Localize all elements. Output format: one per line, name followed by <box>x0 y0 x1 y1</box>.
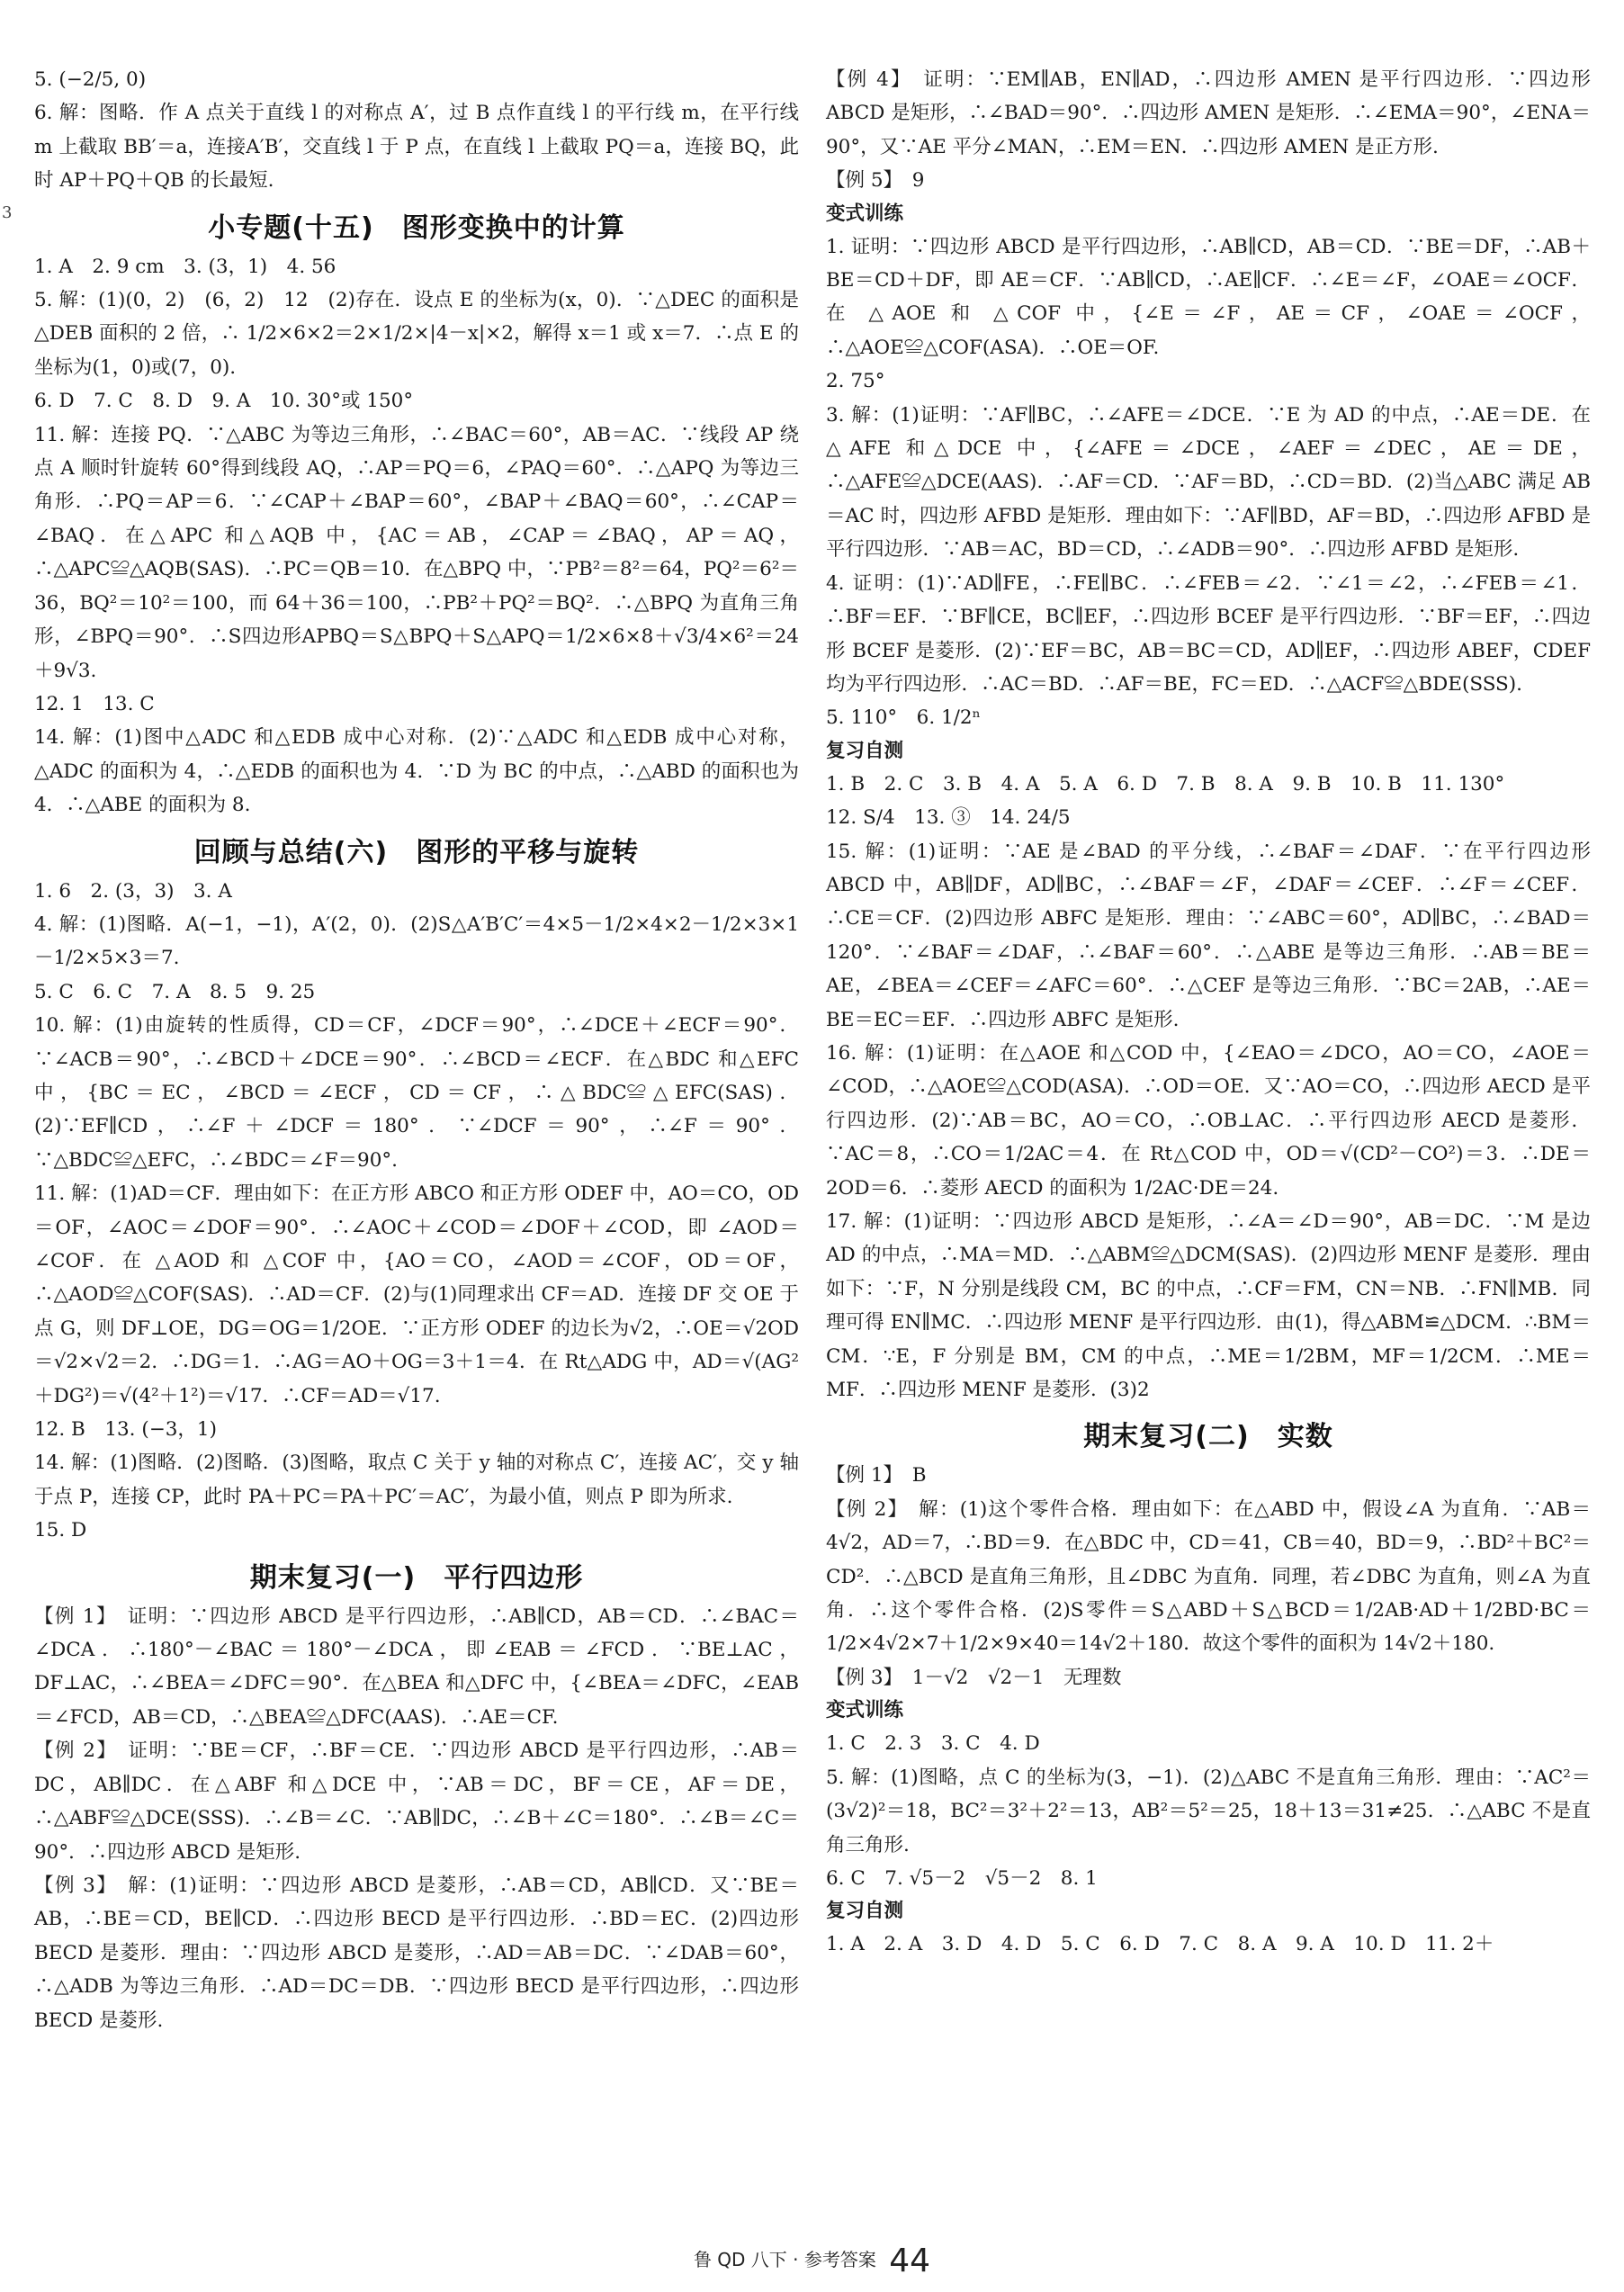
answer-item: 10. 解：(1)由旋转的性质得，CD＝CF，∠DCF＝90°，∴∠DCE＋∠ECF＝90°．∵∠ACB＝90°，∴∠BCD＋∠DCE＝90°．∴∠BCD＝∠ECF．在△BDC 和△EFC 中，{BC＝EC，∠BCD＝∠ECF，CD＝CF，∴△BDC≌△EFC(SAS)．(2)∵EF∥CD，∴∠F＋∠DCF＝180°．∵∠DCF＝90°，∴∠F＝90°．∵△BDC≌△EFC，∴∠BDC＝∠F＝90°. <box>34 1014 805 1172</box>
answer-item: 2. 75° <box>826 370 885 393</box>
answer-item: 1. A 2. 9 cm 3. (3，1) 4. 56 <box>34 255 336 278</box>
answer-item: 17. 解：(1)证明：∵四边形 ABCD 是矩形，∴∠A＝∠D＝90°，AB＝DC．∵M 是边 AD 的中点，∴MA＝MD．∴△ABM≌△DCM(SAS)．(2)四边形 MENF 是菱形．理由如下：∵F，N 分别是线段 CM，BC 的中点，∴CF＝FM，CN＝NB．∴FN∥MB．同理可得 EN∥MC．∴四边形 MENF 是平行四边形．由(1)，得△ABM≌△DCM．∴BM＝CM．∵E，F 分别是 BM，CM 的中点，∴ME＝1/2BM，MF＝1/2CM．∴ME＝MF．∴四边形 MENF 是菱形．(3)2 <box>826 1210 1597 1402</box>
answer-item: 6. C 7. √5－2 √5－2 8. 1 <box>826 1866 1098 1890</box>
answer-item: 【例 1】 B <box>826 1464 927 1488</box>
answer-item: 4. 解：(1)图略．A(−1，−1)，A′(2，0)．(2)S△A′B′C′＝4×5－1/2×4×2－1/2×3×1－1/2×5×3＝7. <box>34 912 799 970</box>
answer-item: 6. 解：图略．作 A 点关于直线 l 的对称点 A′，过 B 点作直线 l 的平行线 m，在平行线 m 上截取 BB′＝a，连接A′B′，交直线 l 于 P 点，在直线 l 上截取 PQ＝a，连接 BQ，此时 AP＋PQ＋QB 的长最短. <box>34 102 805 193</box>
right-column <box>826 63 1597 1962</box>
answer-item: 5. 110° 6. 1/2ⁿ <box>826 706 981 730</box>
answer-item: 【例 1】 证明：∵四边形 ABCD 是平行四边形，∴AB∥CD，AB＝CD．∴∠BAC＝∠DCA．∴180°－∠BAC＝180°－∠DCA，即∠EAB＝∠FCD．∵BE⊥AC，DF⊥AC，∴∠BEA＝∠DFC＝90°．在△BEA 和△DFC 中，{∠BEA＝∠DFC，∠EAB＝∠FCD，AB＝CD，∴△BEA≌△DFC(AAS)．∴AE＝CF. <box>34 1604 799 1729</box>
answer-item: 6. D 7. C 8. D 9. A 10. 30°或 150° <box>34 390 414 413</box>
section-heading: 期末复习(二) 实数 <box>1083 1421 1333 1453</box>
left-column <box>34 63 805 2037</box>
answer-item: 【例 4】 证明：∵EM∥AB，EN∥AD，∴四边形 AMEN 是平行四边形．∵四边形 ABCD 是矩形，∴∠BAD＝90°．∴四边形 AMEN 是矩形．∴∠EMA＝90°，∠ENA＝90°，又∵AE 平分∠MAN，∴EM＝EN．∴四边形 AMEN 是正方形. <box>826 68 1597 158</box>
answer-item: 1. B 2. C 3. B 4. A 5. A 6. D 7. B 8. A 9. B 10. B 11. 130° <box>826 772 1505 795</box>
answer-item: 5. (−2/5, 0) <box>34 68 147 91</box>
answer-item: 1. 6 2. (3，3) 3. A <box>34 879 232 903</box>
page-number: 44 <box>889 2243 931 2279</box>
answer-item: 【例 3】 解：(1)证明：∵四边形 ABCD 是菱形，∴AB＝CD，AB∥CD．又∵BE＝AB，∴BE＝CD，BE∥CD．∴四边形 BECD 是平行四边形．∴BD＝EC．(2)四边形 BECD 是菱形．理由：∵四边形 ABCD 是菱形，∴AD＝AB＝DC．∵∠DAB＝60°，∴△ADB 为等边三角形．∴AD＝DC＝DB．∵四边形 BECD 是平行四边形，∴四边形 BECD 是菱形. <box>34 1874 805 2032</box>
answer-item: 14. 解：(1)图略．(2)图略．(3)图略，取点 C 关于 y 轴的对称点 C′，连接 AC′，交 y 轴于点 P，连接 CP，此时 PA＋PC＝PA＋PC′＝AC′，为最小值，则点 P 即为所求. <box>34 1452 799 1508</box>
section-heading: 期末复习(一) 平行四边形 <box>249 1561 584 1594</box>
answer-item: 4. 证明：(1)∵AD∥FE，∴FE∥BC．∴∠FEB＝∠2．∵∠1＝∠2，∴∠FEB＝∠1．∴BF＝EF．∵BF∥CE，BC∥EF，∴四边形 BCEF 是平行四边形．∵BF＝EF，∴四边形 BCEF 是菱形．(2)∵EF＝BC，AB＝BC＝CD，AD∥EF，∴四边形 ABEF，CDEF 均为平行四边形．∴AC＝BD．∴AF＝BE，FC＝ED．∴△ACF≌△BDE(SSS). <box>826 571 1597 696</box>
answer-item: 5. 解：(1)(0，2) (6，2) 12 (2)存在．设点 E 的坐标为(x，0)．∵△DEC 的面积是△DEB 面积的 2 倍，∴ 1/2×6×2＝2×1/2×|4－x|×2，解得 x＝1 或 x＝7．∴点 E 的坐标为(1，0)或(7，0). <box>34 289 799 379</box>
answer-item: 14. 解：(1)图中△ADC 和△EDB 成中心对称．(2)∵△ADC 和△EDB 成中心对称，△ADC 的面积为 4，∴△EDB 的面积也为 4．∵D 为 BC 的中点，∴△ABD 的面积也为 4．∴△ABE 的面积为 8. <box>34 726 805 817</box>
answer-item: 16. 解：(1)证明：在△AOE 和△COD 中，{∠EAO＝∠DCO，AO＝CO，∠AOE＝∠COD，∴△AOE≌△COD(ASA)．∴OD＝OE．又∵AO＝CO，∴四边形 AECD 是平行四边形．(2)∵AB＝BC，AO＝CO，∴OB⊥AC．∴平行四边形 AECD 是菱形．∵AC＝8，∴CO＝1/2AC＝4．在 Rt△COD 中，OD＝√(CD²－CO²)＝3．∴DE＝2OD＝6．∴菱形 AECD 的面积为 1/2AC·DE＝24. <box>826 1041 1591 1200</box>
answer-item: 【例 2】 解：(1)这个零件合格．理由如下：在△ABD 中，假设∠A 为直角．∵AB＝4√2，AD＝7，∴BD＝9．在△BDC 中，CD＝41，CB＝40，BD＝9，∴BD²＋BC²＝CD²．∴△BCD 是直角三角形，且∠DBC 为直角．同理，若∠DBC 为直角，则∠A 为直角．∴这个零件合格．(2)S零件＝S△ABD＋S△BCD＝1/2AB·AD＋1/2BD·BC＝1/2×4√2×7＋1/2×9×40＝14√2＋180．故这个零件的面积为 14√2＋180. <box>826 1497 1591 1656</box>
edge-mark: 3 <box>2 203 13 222</box>
answer-item: 1. C 2. 3 3. C 4. D <box>826 1732 1040 1756</box>
answer-item: 12. 1 13. C <box>34 692 155 715</box>
page-footer <box>0 2243 1624 2279</box>
subsection-label: 复习自测 <box>826 1900 904 1923</box>
answer-item: 11. 解：(1)AD＝CF．理由如下：在正方形 ABCO 和正方形 ODEF 中，AO＝CO，OD＝OF，∠AOC＝∠DOF＝90°．∴∠AOC＋∠COD＝∠DOF＋∠COD，即 ∠AOD＝∠COF．在 △AOD 和 △COF 中，{AO＝CO，∠AOD＝∠COF，OD＝OF，∴△AOD≌△COF(SAS)．∴AD＝CF．(2)与(1)同理求出 CF＝AD．连接 DF 交 OE 于点 G，则 DF⊥OE，DG＝OG＝1/2OE．∵正方形 ODEF 的边长为√2，∴OE＝√2OD＝√2×√2＝2．∴DG＝1．∴AG＝AO＋OG＝3＋1＝4．在 Rt△ADG 中，AD＝√(AG²＋DG²)＝√(4²＋1²)＝√17．∴CF＝AD＝√17. <box>34 1182 799 1407</box>
answer-item: 5. 解：(1)图略，点 C 的坐标为(3，−1)．(2)△ABC 不是直角三角形．理由：∵AC²＝(3√2)²＝18，BC²＝3²＋2²＝13，AB²＝5²＝25，18＋13＝31≠25．∴△ABC 不是直角三角形. <box>826 1766 1591 1856</box>
subsection-label: 复习自测 <box>826 739 904 762</box>
section-heading: 小专题(十五) 图形变换中的计算 <box>208 211 625 244</box>
answer-item: 【例 2】 证明：∵BE＝CF，∴BF＝CE．∵四边形 ABCD 是平行四边形，∴AB＝DC，AB∥DC．在△ABF 和△DCE 中，∵AB＝DC，BF＝CE，AF＝DE，∴△ABF≌△DCE(SSS)．∴∠B＝∠C．∵AB∥DC，∴∠B＋∠C＝180°．∴∠B＝∠C＝90°．∴四边形 ABCD 是矩形. <box>34 1739 799 1864</box>
answer-item: 【例 5】 9 <box>826 169 925 193</box>
answer-item: 1. A 2. A 3. D 4. D 5. C 6. D 7. C 8. A 9. A 10. D 11. 2＋ <box>826 1933 1494 1956</box>
answer-item: 12. B 13. (−3，1) <box>34 1418 218 1442</box>
answer-item: 3. 解：(1)证明：∵AF∥BC，∴∠AFE＝∠DCE．∵E 为 AD 的中点，∴AE＝DE．在△AFE 和△DCE 中，{∠AFE＝∠DCE，∠AEF＝∠DEC，AE＝DE，∴△AFE≌△DCE(AAS)．∴AF＝CD．∵AF＝BD，∴CD＝BD．(2)当△ABC 满足 AB＝AC 时，四边形 AFBD 是矩形．理由如下：∵AF∥BD，AF＝BD，∴四边形 AFBD 是平行四边形．∵AB＝AC，BD＝CD，∴∠ADB＝90°．∴四边形 AFBD 是矩形. <box>826 403 1591 562</box>
answer-item: 11. 解：连接 PQ．∵△ABC 为等边三角形，∴∠BAC＝60°，AB＝AC．∵线段 AP 绕点 A 顺时针旋转 60°得到线段 AQ，∴AP＝PQ＝6，∠PAQ＝60°．∴△APQ 为等边三角形．∴PQ＝AP＝6．∵∠CAP＋∠BAP＝60°，∠BAP＋∠BAQ＝60°，∴∠CAP＝∠BAQ．在△APC 和△AQB 中，{AC＝AB，∠CAP＝∠BAQ，AP＝AQ，∴△APC≌△AQB(SAS)．∴PC＝QB＝10．在△BPQ 中，∵PB²＝8²＝64，PQ²＝6²＝36，BQ²＝10²＝100，而 64＋36＝100，∴PB²＋PQ²＝BQ²．∴△BPQ 为直角三角形，∠BPQ＝90°．∴S四边形APBQ＝S△BPQ＋S△APQ＝1/2×6×8＋√3/4×6²＝24＋9√3. <box>34 423 799 682</box>
subsection-label: 变式训练 <box>826 202 904 225</box>
answer-item: 1. 证明：∵四边形 ABCD 是平行四边形，∴AB∥CD，AB＝CD．∵BE＝DF，∴AB＋BE＝CD＋DF，即 AE＝CF．∵AB∥CD，∴AE∥CF．∴∠E＝∠F，∠OAE＝∠OCF．在 △AOE 和 △COF 中，{∠E＝∠F，AE＝CF，∠OAE＝∠OCF，∴△AOE≌△COF(ASA)．∴OE＝OF. <box>826 235 1591 359</box>
answer-item: 5. C 6. C 7. A 8. 5 9. 25 <box>34 980 316 1003</box>
section-heading: 回顾与总结(六) 图形的平移与旋转 <box>193 836 640 868</box>
answer-item: 12. S/4 13. ③ 14. 24/5 <box>826 806 1071 830</box>
answer-item: 【例 3】 1－√2 √2－1 无理数 <box>826 1666 1122 1689</box>
answer-item: 15. 解：(1)证明：∵AE 是∠BAD 的平分线，∴∠BAF＝∠DAF．∵在平行四边形 ABCD 中，AB∥DF，AD∥BC，∴∠BAF＝∠F，∠DAF＝∠CEF．∴∠F＝∠CEF．∴CE＝CF．(2)四边形 ABFC 是矩形．理由：∵∠ABC＝60°，AD∥BC，∴∠BAD＝120°．∵∠BAF＝∠DAF，∴∠BAF＝60°．∴△ABE 是等边三角形．∴AB＝BE＝AE，∠BEA＝∠CEF＝∠AFC＝60°．∴△CEF 是等边三角形．∵BC＝2AB，∴AE＝BE＝EC＝EF．∴四边形 ABFC 是矩形. <box>826 840 1597 1031</box>
subsection-label: 变式训练 <box>826 1699 904 1722</box>
answer-item: 15. D <box>34 1519 87 1542</box>
footer-label: 鲁 QD 八下 · 参考答案 <box>693 2249 876 2270</box>
